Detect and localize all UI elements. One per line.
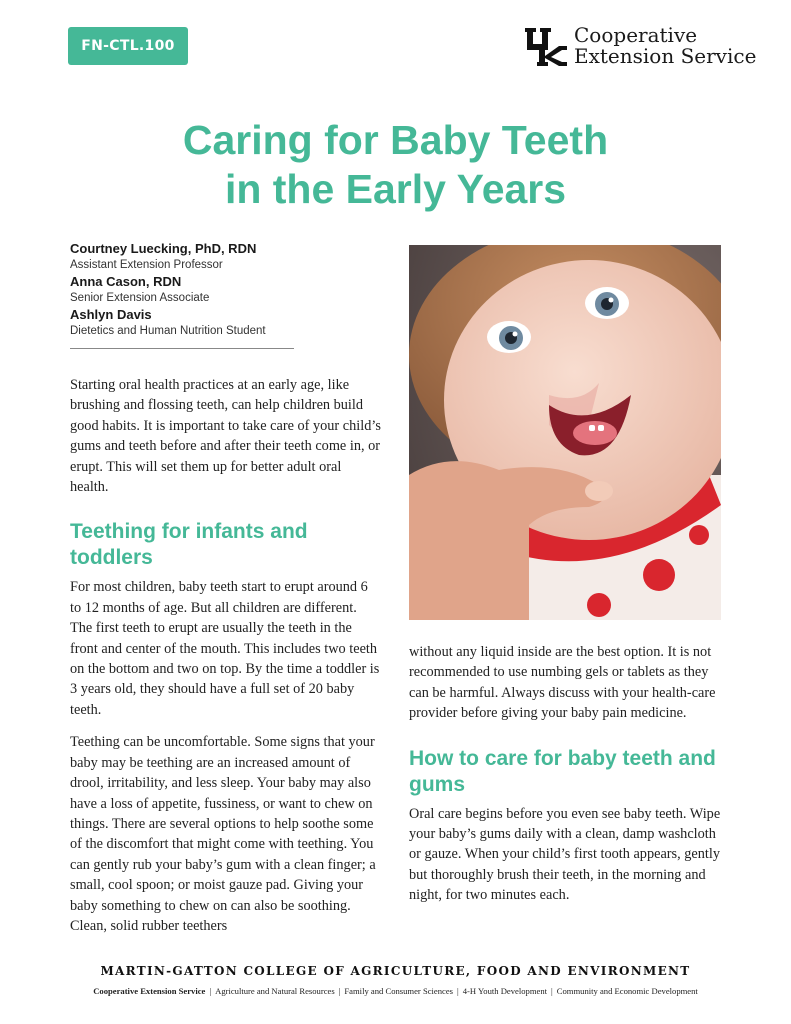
teething-paragraph-1: For most children, baby teeth start to erupt around 6 to 12 months of age. But all children are different. The first teeth to erupt are usually the teeth in the front and center of the mouth. This includes two teeth on the bottom and two on top. By the time a toddler is 3 years old, they should have a full set of 20 baby teeth. — [70, 579, 380, 718]
author-role: Dietetics and Human Nutrition Student — [70, 325, 266, 337]
author-role: Assistant Extension Professor — [70, 259, 223, 271]
author-role: Senior Extension Associate — [70, 292, 210, 304]
section-heading-oral-care: How to care for baby teeth and gums — [409, 746, 716, 796]
uk-logo-icon — [524, 24, 568, 68]
author-name: Ashlyn Davis — [70, 307, 152, 322]
footer-program: Family and Consumer Sciences — [344, 986, 454, 996]
footer-program: Cooperative Extension Service — [93, 986, 206, 996]
baby-photo — [409, 245, 721, 620]
teething-paragraph-2: Teething can be uncomfortable. Some signs that your baby may be teething are an increased amount of drool, irritability, and less sleep. Your baby may also have a loss of appetite, fussiness, or want to chew on things. There are several options to help soothe some of the discomfort that might come with teething. You can gently rub your baby’s gum with a clean finger; a small, cool spoon; or moist gauze pad. Giving your baby something to chew on can also be soothing. Clean, solid rubber teethers — [70, 734, 376, 934]
teething-paragraph-2-continued: without any liquid inside are the best option. It is not recommended to use numbing gels or tablets as they can be harmful. Always discuss with your health-care provider before giving your baby pain medicine. — [409, 644, 716, 722]
title-line-1: Caring for Baby Teeth — [182, 117, 609, 163]
logo-line-2: Extension Service — [574, 44, 757, 68]
footer-program: Community and Economic Development — [556, 986, 698, 996]
page-title — [0, 116, 791, 214]
footer-program: 4-H Youth Development — [462, 986, 548, 996]
publication-code-badge: FN-CTL.100 — [68, 27, 188, 65]
college-name: MARTIN-GATTON COLLEGE OF AGRICULTURE, FOOD AND ENVIRONMENT — [100, 964, 691, 978]
logo-line-1: Cooperative — [574, 23, 698, 47]
author-name: Courtney Luecking, PhD, RDN — [70, 241, 257, 256]
author-divider — [70, 348, 294, 349]
extension-logo — [524, 24, 756, 68]
oral-care-paragraph-1: Oral care begins before you even see baby teeth. Wipe your baby’s gums daily with a clean, damp washcloth or gauze. When your child’s first tooth appears, gently but thoroughly brush their teeth, in the morning and night, for two minutes each. — [409, 805, 721, 904]
left-column — [70, 375, 382, 936]
author-name: Anna Cason, RDN — [70, 274, 182, 289]
title-line-2: in the Early Years — [224, 166, 567, 212]
section-heading-teething: Teething for infants and toddlers — [70, 520, 308, 570]
footer-program-list: Cooperative Extension Service | Agriculture and Natural Resources | Family and Consumer Sciences | 4-H Youth Development | Community and Economic Development — [93, 986, 698, 996]
intro-paragraph: Starting oral health practices at an early age, like brushing and flossing teeth, can help children build good habits. It is important to take care of your child’s gums and teeth before and after their teeth come in, or erupt. This will set them up for better adult oral health. — [70, 377, 381, 496]
right-column — [409, 642, 725, 906]
footer-program: Agriculture and Natural Resources — [215, 986, 335, 996]
author-list — [70, 240, 294, 349]
